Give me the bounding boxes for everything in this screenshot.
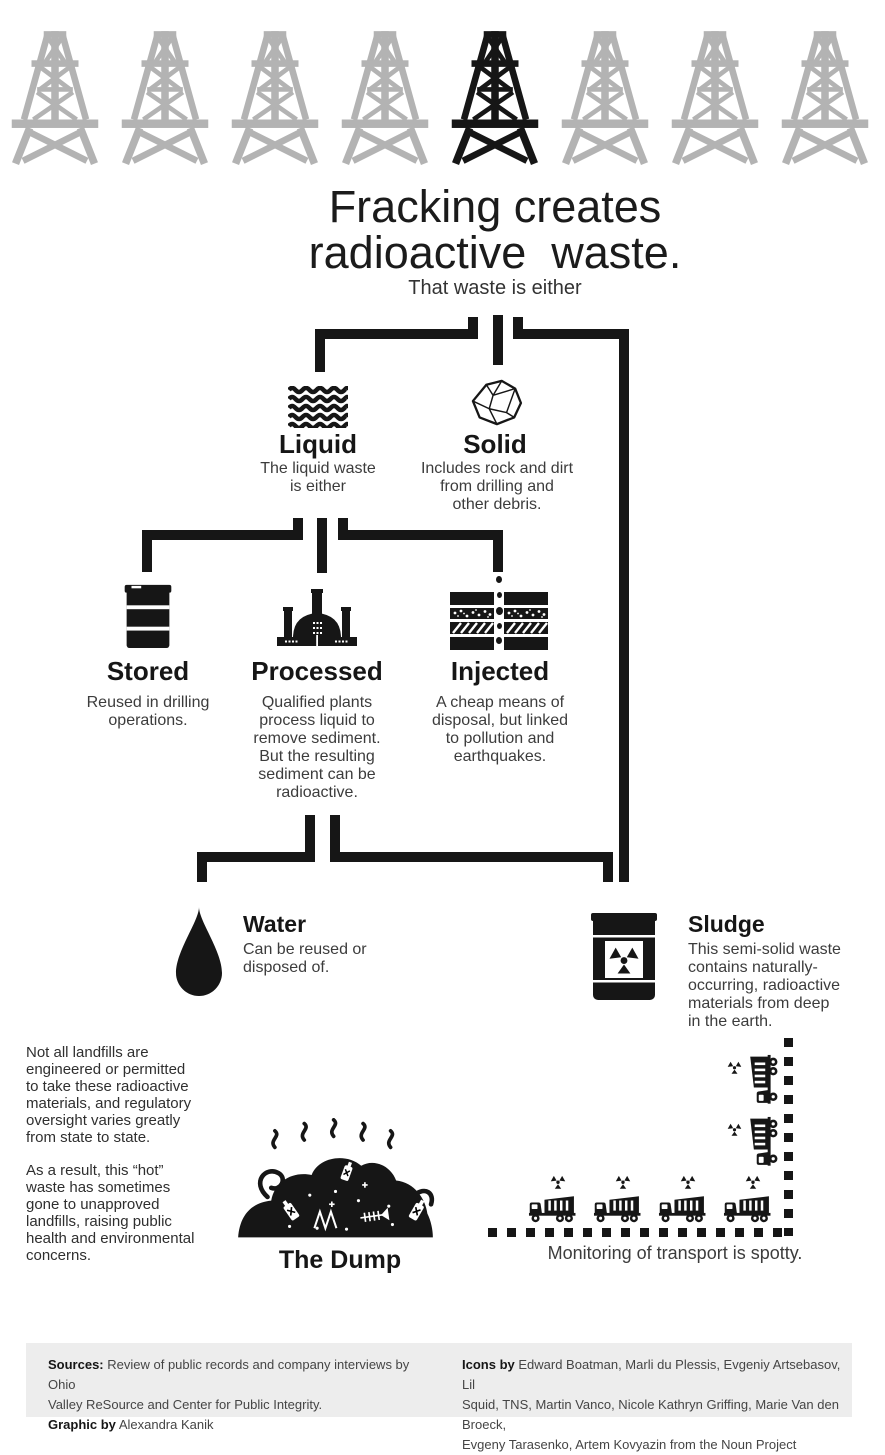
landfill-paragraph-2: As a result, this “hot” waste has sometimes gone to unapproved landfills, raising public health and environmental concerns. xyxy=(26,1162,195,1264)
dump-truck-icon xyxy=(658,1192,708,1223)
oil-derrick-icon xyxy=(338,22,432,170)
sources-label: Sources: xyxy=(48,1357,104,1372)
connector-bar xyxy=(523,329,628,339)
node-label-solid: Solid xyxy=(463,429,527,459)
title-line-2: radioactive waste. xyxy=(308,227,682,278)
connector-elbow-sludge xyxy=(603,852,613,882)
injection-strata-icon xyxy=(450,592,494,650)
connector-elbow-water xyxy=(197,852,207,882)
title-line-1: Fracking creates xyxy=(328,181,662,232)
node-label-sludge: Sludge xyxy=(688,911,765,937)
dotted-route-horizontal xyxy=(488,1228,788,1237)
oil-derrick-icon xyxy=(8,22,102,170)
node-label-dump: The Dump xyxy=(278,1246,402,1274)
droplet xyxy=(497,623,502,629)
sources-text: Review of public records and company interviews by Ohio Valley ReSource and Center for Public Integrity. xyxy=(48,1357,410,1412)
radiation-trefoil-icon xyxy=(745,1174,761,1190)
node-label-injected: Injected xyxy=(450,656,550,686)
radiation-trefoil-icon xyxy=(727,1060,742,1075)
oil-derrick-icon xyxy=(558,22,652,170)
radiation-trefoil-icon xyxy=(727,1122,742,1137)
droplet xyxy=(496,607,503,615)
connector-bar xyxy=(315,329,478,339)
node-label-liquid: Liquid xyxy=(279,429,357,459)
oil-derrick-icon xyxy=(118,22,212,170)
rock-icon xyxy=(464,379,526,427)
droplet xyxy=(496,576,502,583)
sludge-barrel-icon xyxy=(591,910,657,1002)
waves-icon xyxy=(288,386,348,428)
graphic-by-label: Graphic by xyxy=(48,1417,116,1432)
connector-elbow-liquid xyxy=(315,329,325,372)
dump-truck-icon-vertical xyxy=(746,1053,779,1105)
connector-upstub xyxy=(293,518,303,540)
icons-by-label: Icons by xyxy=(462,1357,515,1372)
connector-upstub xyxy=(338,518,348,540)
dump-truck-icon xyxy=(723,1192,773,1223)
connector-center-drop-2 xyxy=(317,518,327,573)
node-desc-stored: Reused in drilling operations. xyxy=(86,694,210,729)
radiation-trefoil-icon xyxy=(550,1174,566,1190)
node-desc-solid: Includes rock and dirt from drilling and other debris. xyxy=(420,460,574,513)
droplet xyxy=(496,637,502,644)
dotted-route-vertical xyxy=(784,1038,793,1236)
oil-derrick-icon xyxy=(778,22,872,170)
node-label-water: Water xyxy=(243,911,307,937)
transport-caption: Monitoring of transport is spotty. xyxy=(547,1243,803,1263)
factory-icon xyxy=(275,586,359,648)
node-desc-processed: Qualified plants process liquid to remove sediment. But the resulting sediment can be radioactive. xyxy=(253,694,381,801)
oil-derrick-icon xyxy=(668,22,762,170)
oil-derrick-icon xyxy=(228,22,322,170)
footer-credits xyxy=(462,1355,852,1455)
injection-strata-icon xyxy=(504,592,548,650)
icons-by-text: Edward Boatman, Marli du Plessis, Evgeniy Artsebasov, Lil Squid, TNS, Martin Vanco, Nicole Kathryn Griffing, Marie Van den Broeck, Evgeny Tarasenko, Artem Kovyazin from the Noun Project xyxy=(462,1357,841,1452)
oil-derrick-icon-highlighted xyxy=(448,22,542,170)
drum-icon xyxy=(123,582,173,650)
node-label-stored: Stored xyxy=(106,656,190,686)
connector-bar xyxy=(197,852,305,862)
node-desc-liquid: The liquid waste is either xyxy=(260,460,376,495)
radiation-trefoil-icon xyxy=(680,1174,696,1190)
dump-truck-icon-vertical xyxy=(746,1115,779,1167)
page-title xyxy=(105,181,885,278)
water-drop-icon xyxy=(171,905,227,1005)
subtitle: That waste is either xyxy=(408,277,582,299)
connector-bar xyxy=(142,530,293,540)
graphic-by-text: Alexandra Kanik xyxy=(115,1417,214,1432)
radiation-trefoil-icon xyxy=(615,1174,631,1190)
connector-long-solid-line xyxy=(619,329,629,882)
dump-truck-icon xyxy=(593,1192,643,1223)
node-desc-water: Can be reused or disposed of. xyxy=(243,941,367,976)
dump-pile-icon xyxy=(228,1118,443,1242)
dump-truck-icon xyxy=(528,1192,578,1223)
droplet xyxy=(497,592,502,598)
connector-downstub xyxy=(305,815,315,862)
node-label-processed: Processed xyxy=(251,656,383,686)
footer-sources xyxy=(48,1355,428,1435)
node-desc-injected: A cheap means of disposal, but linked to pollution and earthquakes. xyxy=(431,694,569,765)
connector-center-drop-1 xyxy=(493,315,503,365)
node-desc-sludge: This semi-solid waste contains naturally- occurring, radioactive materials from deep in the earth. xyxy=(688,941,841,1030)
connector-elbow-injected xyxy=(493,530,503,572)
landfill-paragraph-1: Not all landfills are engineered or permitted to take these radioactive materials, and regulatory oversight varies greatly from state to state. xyxy=(26,1044,192,1146)
connector-bar xyxy=(340,852,613,862)
connector-upstub xyxy=(513,317,523,339)
connector-bar xyxy=(348,530,503,540)
connector-elbow-stored xyxy=(142,530,152,572)
connector-downstub xyxy=(330,815,340,862)
